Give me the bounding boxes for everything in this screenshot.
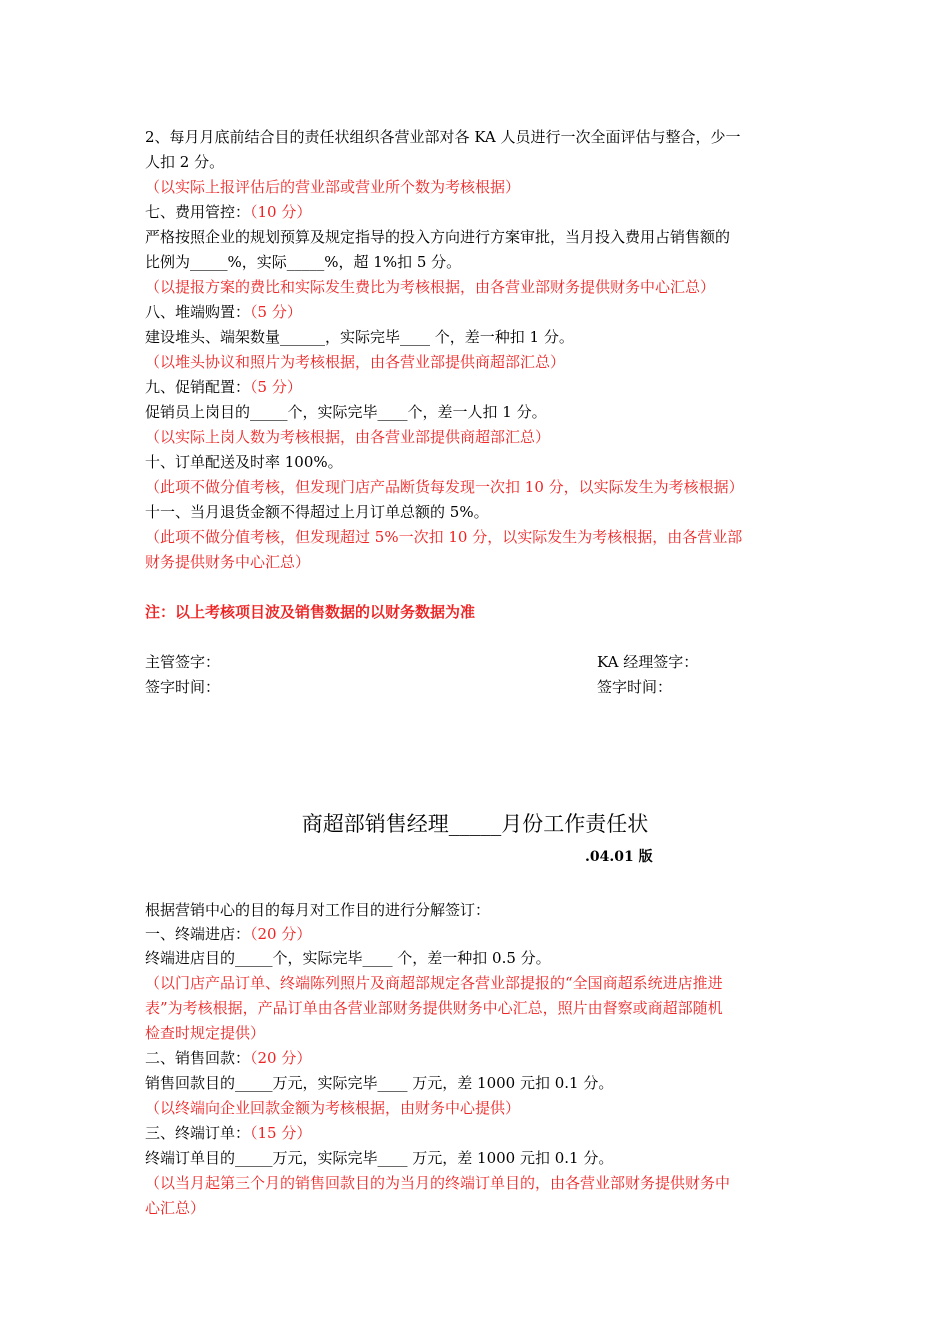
- section-9-title: 九、促销配置：: [145, 378, 251, 396]
- section-3-score: （15 分）: [250, 1124, 312, 1142]
- section-1-text: 终端进店目的_____个，实际完毕____ 个，差一种扣 0.5 分。: [145, 949, 551, 967]
- section-1-basis-note-2: 表”为考核根据，产品订单由各营业部财务提供财务中心汇总，照片由督察或商超部随机: [145, 999, 723, 1017]
- data-source-note: 注：以上考核项目波及销售数据的以财务数据为准: [145, 603, 476, 621]
- section-7-title: 七、费用管控：: [145, 203, 251, 221]
- section-3-basis-note-1: （以当月起第三个月的销售回款目的为当月的终端订单目的，由各营业部财务提供财务中: [145, 1174, 731, 1192]
- section-7-heading: [145, 200, 810, 225]
- section-11-heading: 十一、当月退货金额不得超过上月订单总额的 5%。: [145, 503, 489, 521]
- document-title: 商超部销售经理_____月份工作责任状: [301, 812, 649, 836]
- supervisor-signature-label: 主管签字：: [145, 653, 221, 671]
- section-3-basis-note-2: 心汇总）: [145, 1199, 206, 1217]
- section-8-text: 建设堆头、端架数量______，实际完毕____ 个，差一种扣 1 分。: [145, 328, 574, 346]
- section-3-title: 三、终端订单：: [145, 1124, 251, 1142]
- section-9-heading: [145, 375, 810, 400]
- section-9-text: 促销员上岗目的_____个，实际完毕____个，差一人扣 1 分。: [145, 403, 547, 421]
- item-2-line-1: 2、每月月底前结合目的责任状组织各营业部对各 KA 人员进行一次全面评估与整合，少一: [145, 128, 741, 146]
- section-11-basis-note-1: （此项不做分值考核，但发现超过 5%一次扣 10 分，以实际发生为考核根据，由各营业部: [145, 528, 743, 546]
- section-1-basis-note-3: 检查时规定提供）: [145, 1024, 266, 1042]
- section-7-basis-note: （以提报方案的费比和实际发生费比为考核根据，由各营业部财务提供财务中心汇总）: [145, 278, 716, 296]
- section-2-score: （20 分）: [250, 1049, 312, 1067]
- section-9-score: （5 分）: [250, 378, 302, 396]
- section-2-text: 销售回款目的_____万元，实际完毕____ 万元，差 1000 元扣 0.1 分。: [145, 1074, 614, 1092]
- section-11-basis-note-2: 财务提供财务中心汇总）: [145, 553, 311, 571]
- section-8-title: 八、堆端购置：: [145, 303, 251, 321]
- section-2-heading: [145, 1046, 810, 1071]
- section-7-text-2: 比例为_____%，实际_____%，超 1%扣 5 分。: [145, 253, 462, 271]
- section-8-heading: [145, 300, 810, 325]
- section-2-basis-note: （以终端向企业回款金额为考核根据，由财务中心提供）: [145, 1099, 521, 1117]
- section-3-heading: [145, 1121, 810, 1146]
- section-3-text: 终端订单目的_____万元，实际完毕____ 万元，差 1000 元扣 0.1 分。: [145, 1149, 614, 1167]
- signature-time-left: 签字时间：: [145, 678, 221, 696]
- section-1-score: （20 分）: [250, 925, 312, 943]
- section-1-basis-note-1: （以门店产品订单、终端陈列照片及商超部规定各营业部提报的“全国商超系统进店推进: [145, 974, 723, 992]
- section-1-title: 一、终端进店：: [145, 925, 251, 943]
- section-8-score: （5 分）: [250, 303, 302, 321]
- item-2-line-2: 人扣 2 分。: [145, 153, 225, 171]
- section-7-score: （10 分）: [250, 203, 312, 221]
- item-2-basis-note: （以实际上报评估后的营业部或营业所个数为考核根据）: [145, 178, 521, 196]
- section-8-basis-note: （以堆头协议和照片为考核根据，由各营业部提供商超部汇总）: [145, 353, 566, 371]
- section-9-basis-note: （以实际上岗人数为考核根据，由各营业部提供商超部汇总）: [145, 428, 551, 446]
- section-7-text-1: 严格按照企业的规划预算及规定指导的投入方向进行方案审批，当月投入费用占销售额的: [145, 228, 731, 246]
- ka-manager-signature-label: KA 经理签字：: [597, 653, 699, 671]
- section-1-heading: [145, 922, 810, 947]
- intro-line: 根据营销中心的目的每月对工作目的进行分解签订：: [145, 901, 491, 919]
- section-2-title: 二、销售回款：: [145, 1049, 251, 1067]
- signature-time-right: 签字时间：: [597, 678, 673, 696]
- section-10-heading: 十、订单配送及时率 100%。: [145, 453, 343, 471]
- version-label: .04.01 版: [585, 849, 653, 865]
- section-10-basis-note: （此项不做分值考核，但发现门店产品断货每发现一次扣 10 分，以实际发生为考核根据）: [145, 478, 744, 496]
